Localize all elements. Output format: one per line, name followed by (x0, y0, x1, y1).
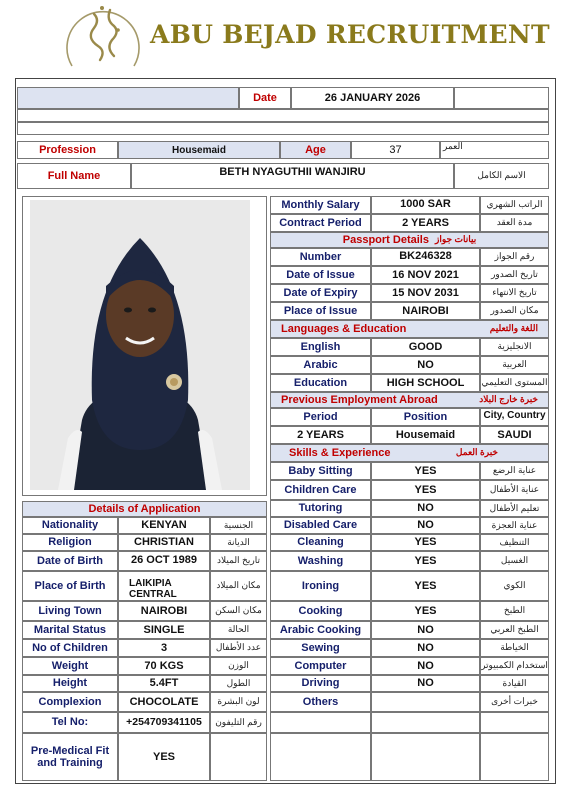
height-label: Height (22, 675, 118, 692)
contract-label: Contract Period (270, 214, 371, 232)
education-label: Education (270, 374, 371, 392)
blank-row (17, 109, 549, 122)
marital-label: Marital Status (22, 621, 118, 639)
weight-label: Weight (22, 657, 118, 675)
pob-ar: مكان الميلاد (210, 571, 267, 601)
skills-header-text: Skills & Experience (289, 446, 391, 459)
employment-country-value: SAUDI (480, 426, 549, 444)
religion-value: CHRISTIAN (118, 534, 210, 551)
premedical-label: Pre-Medical Fit and Training (22, 733, 118, 781)
skill-label-arabic-cooking: Arabic Cooking (270, 621, 371, 639)
skill-ar-sewing: الخياطة (480, 639, 549, 657)
date-value: 26 JANUARY 2026 (291, 87, 454, 109)
contract-value: 2 YEARS (371, 214, 480, 232)
top-blank-cell (17, 87, 239, 109)
skill-ar-computer: استخدام الكمبيوتر (480, 657, 549, 675)
children-ar: عدد الأطفال (210, 639, 267, 657)
fullname-label: Full Name (17, 163, 131, 189)
skill-ar-disabled-care: عناية العجزة (480, 517, 549, 534)
skill-label-others: Others (270, 692, 371, 712)
passport-number-ar: رقم الجواز (480, 248, 549, 266)
date-label: Date (239, 87, 291, 109)
marital-value: SINGLE (118, 621, 210, 639)
salary-label: Monthly Salary (270, 196, 371, 214)
passport-header-text: Passport Details (342, 233, 429, 246)
languages-header (270, 320, 549, 338)
skill-ar-washing: الغسيل (480, 551, 549, 571)
employment-period-value: 2 YEARS (270, 426, 371, 444)
dob-value: 26 OCT 1989 (118, 551, 210, 571)
expiry-date-value: 15 NOV 2031 (371, 284, 480, 302)
skill-ar-others: خبرات أخرى (480, 692, 549, 712)
skill-ar-ironing: الكوي (480, 571, 549, 601)
company-name: ABU BEJAD RECRUITMENT (150, 20, 550, 49)
skill-value-tutoring: NO (371, 500, 480, 517)
english-label: English (270, 338, 371, 356)
tel-label: Tel No: (22, 712, 118, 733)
blank-cell (371, 733, 480, 781)
age-value: 37 (351, 141, 440, 159)
employment-header-text: Previous Employment Abroad (281, 393, 438, 406)
employment-header (270, 392, 549, 408)
issue-date-value: 16 NOV 2021 (371, 266, 480, 284)
blank-row (17, 122, 549, 135)
children-label: No of Children (22, 639, 118, 657)
nationality-ar: الجنسية (210, 517, 267, 534)
fullname-ar: الاسم الكامل (454, 163, 549, 189)
age-label: Age (280, 141, 351, 159)
height-ar: الطول (210, 675, 267, 692)
skill-label-driving: Driving (270, 675, 371, 692)
skill-value-others (371, 692, 480, 712)
children-value: 3 (118, 639, 210, 657)
living-town-label: Living Town (22, 601, 118, 621)
issue-place-label: Place of Issue (270, 302, 371, 320)
salary-ar: الراتب الشهري (480, 196, 549, 214)
skill-value-children-care: YES (371, 480, 480, 500)
skill-value-sewing: NO (371, 639, 480, 657)
complexion-label: Complexion (22, 692, 118, 712)
passport-header-ar: بيانات جواز (434, 234, 477, 245)
skill-value-cooking: YES (371, 601, 480, 621)
living-town-ar: مكان السكن (210, 601, 267, 621)
skill-label-sewing: Sewing (270, 639, 371, 657)
employment-header-ar: خبرة خارج البلاد (479, 394, 538, 405)
pob-value: LAIKIPIA CENTRAL (118, 571, 210, 601)
skill-label-computer: Computer (270, 657, 371, 675)
english-ar: الانجليزية (480, 338, 549, 356)
tel-ar: رقم التليفون (210, 712, 267, 733)
complexion-ar: لون البشرة (210, 692, 267, 712)
dob-ar: تاريخ الميلاد (210, 551, 267, 571)
arabic-label: Arabic (270, 356, 371, 374)
skill-label-children-care: Children Care (270, 480, 371, 500)
tel-value: +254709341105 (118, 712, 210, 733)
marital-ar: الحالة (210, 621, 267, 639)
blank-cell (270, 712, 371, 733)
blank-cell (270, 733, 371, 781)
skills-header (270, 444, 549, 462)
skill-label-baby-sitting: Baby Sitting (270, 462, 371, 480)
skill-value-ironing: YES (371, 571, 480, 601)
weight-value: 70 KGS (118, 657, 210, 675)
issue-date-ar: تاريخ الصدور (480, 266, 549, 284)
weight-ar: الوزن (210, 657, 267, 675)
skill-ar-cooking: الطبخ (480, 601, 549, 621)
issue-place-value: NAIROBI (371, 302, 480, 320)
candidate-photo (30, 200, 250, 490)
salary-value: 1000 SAR (371, 196, 480, 214)
issue-date-label: Date of Issue (270, 266, 371, 284)
skill-ar-arabic-cooking: الطبخ العربي (480, 621, 549, 639)
languages-header-ar: اللغة والتعليم (489, 323, 538, 334)
application-header: Details of Application (22, 501, 267, 517)
issue-place-ar: مكان الصدور (480, 302, 549, 320)
skill-ar-tutoring: تعليم الأطفال (480, 500, 549, 517)
living-town-value: NAIROBI (118, 601, 210, 621)
skill-label-ironing: Ironing (270, 571, 371, 601)
employment-country-header: City, Country (480, 408, 549, 426)
skill-label-cleaning: Cleaning (270, 534, 371, 551)
languages-header-text: Languages & Education (281, 322, 407, 335)
skill-value-arabic-cooking: NO (371, 621, 480, 639)
top-right-cell (454, 87, 549, 109)
skill-label-washing: Washing (270, 551, 371, 571)
blank-cell (480, 712, 549, 733)
dob-label: Date of Birth (22, 551, 118, 571)
skill-ar-children-care: عناية الأطفال (480, 480, 549, 500)
company-logo (64, 0, 142, 72)
skill-value-driving: NO (371, 675, 480, 692)
skill-value-cleaning: YES (371, 534, 480, 551)
height-value: 5.4FT (118, 675, 210, 692)
nationality-value: KENYAN (118, 517, 210, 534)
skills-header-ar: خبرة العمل (455, 447, 498, 458)
religion-label: Religion (22, 534, 118, 551)
education-ar: المستوى التعليمي (480, 374, 549, 392)
skill-ar-driving: القيادة (480, 675, 549, 692)
skill-ar-baby-sitting: عناية الرضع (480, 462, 549, 480)
expiry-date-label: Date of Expiry (270, 284, 371, 302)
arabic-ar: العربية (480, 356, 549, 374)
employment-period-header: Period (270, 408, 371, 426)
premedical-value: YES (118, 733, 210, 781)
skill-value-disabled-care: NO (371, 517, 480, 534)
religion-ar: الديانة (210, 534, 267, 551)
complexion-value: CHOCOLATE (118, 692, 210, 712)
skill-label-cooking: Cooking (270, 601, 371, 621)
skill-value-baby-sitting: YES (371, 462, 480, 480)
skill-label-disabled-care: Disabled Care (270, 517, 371, 534)
age-ar: العمر (440, 141, 549, 159)
nationality-label: Nationality (22, 517, 118, 534)
pob-label: Place of Birth (22, 571, 118, 601)
profession-value: Housemaid (118, 141, 280, 159)
blank-cell (480, 733, 549, 781)
skill-value-computer: NO (371, 657, 480, 675)
premedical-ar (210, 733, 267, 781)
employment-position-header: Position (371, 408, 480, 426)
education-value: HIGH SCHOOL (371, 374, 480, 392)
passport-number-label: Number (270, 248, 371, 266)
profession-label: Profession (17, 141, 118, 159)
passport-header (270, 232, 549, 248)
english-value: GOOD (371, 338, 480, 356)
arabic-value: NO (371, 356, 480, 374)
fullname-value: BETH NYAGUTHII WANJIRU (131, 163, 454, 189)
blank-cell (371, 712, 480, 733)
employment-position-value: Housemaid (371, 426, 480, 444)
skill-value-washing: YES (371, 551, 480, 571)
passport-number-value: BK246328 (371, 248, 480, 266)
skill-label-tutoring: Tutoring (270, 500, 371, 517)
expiry-date-ar: تاريخ الانتهاء (480, 284, 549, 302)
skill-ar-cleaning: التنظيف (480, 534, 549, 551)
contract-ar: مدة العقد (480, 214, 549, 232)
